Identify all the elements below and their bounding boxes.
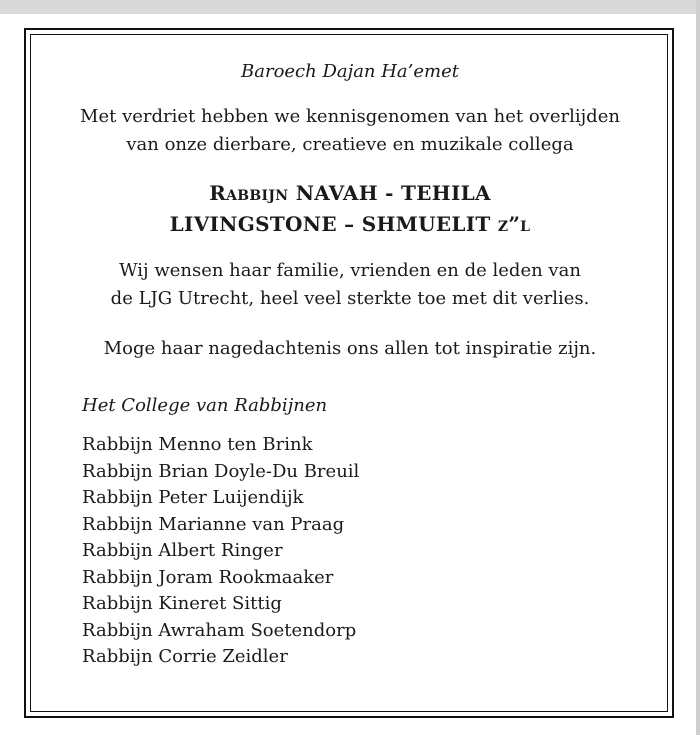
- rabbi-list: [82, 432, 359, 671]
- message-line-2: van onze dierbare, creatieve en muzikale collega: [126, 134, 574, 155]
- deceased-first-names: NAVAH - TEHILA: [295, 181, 491, 205]
- deceased-honorific-suffix: z”l: [497, 212, 531, 236]
- blessing-heading: Baroech Dajan Ha’emet: [241, 61, 459, 82]
- rabbi-name: Rabbijn Albert Ringer: [82, 540, 283, 561]
- deceased-name-line-1: [40, 178, 660, 209]
- signatory-title: Het College van Rabbijnen: [82, 395, 328, 416]
- closing-line: Moge haar nagedachtenis ons allen tot inspiratie zijn.: [103, 338, 597, 359]
- condolence-paragraph: [40, 257, 660, 313]
- message-line-1: Met verdriet hebben we kennisgenomen van het overlijden: [80, 106, 620, 127]
- deceased-name: [40, 178, 660, 240]
- rabbi-name: Rabbijn Kineret Sittig: [82, 593, 282, 614]
- deceased-surnames: LIVINGSTONE – SHMUELIT: [169, 212, 491, 236]
- condolence-line-2: de LJG Utrecht, heel veel sterkte toe met dit verlies.: [110, 288, 590, 309]
- rabbi-name: Rabbijn Corrie Zeidler: [82, 646, 288, 667]
- rabbi-name: Rabbijn Awraham Soetendorp: [82, 619, 357, 641]
- rabbi-name: Rabbijn Marianne van Praag: [82, 513, 345, 535]
- rabbi-name: Rabbijn Menno ten Brink: [82, 434, 313, 455]
- deceased-title: Rabbijn: [209, 181, 289, 205]
- condolence-line-1: Wij wensen haar familie, vrienden en de leden van: [119, 260, 581, 281]
- deceased-name-line-2: [40, 209, 660, 240]
- rabbi-name: Rabbijn Joram Rookmaaker: [82, 566, 334, 588]
- rabbi-name: Rabbijn Peter Luijendijk: [82, 487, 304, 508]
- message-paragraph: [40, 103, 660, 159]
- rabbi-name: Rabbijn Brian Doyle-Du Breuil: [82, 460, 360, 482]
